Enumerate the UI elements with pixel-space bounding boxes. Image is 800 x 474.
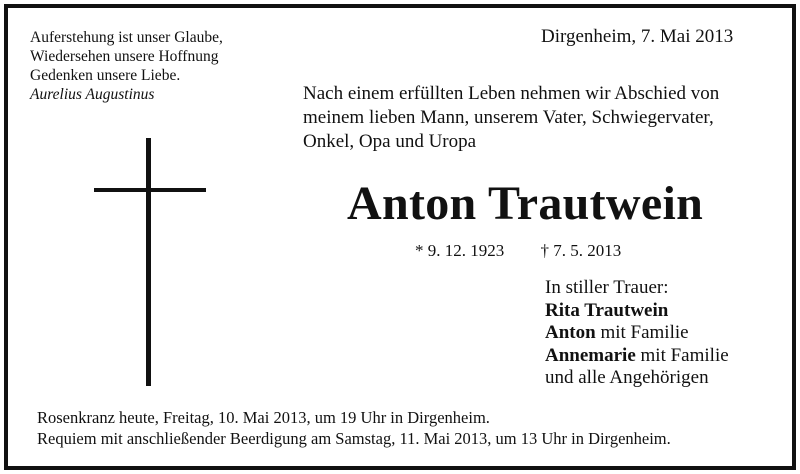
mourner-annemarie-suffix: mit Familie bbox=[635, 344, 729, 366]
deceased-name: Anton Trautwein bbox=[347, 177, 704, 230]
footer-rosary: Rosenkranz heute, Freitag, 10. Mai 2013, um 19 Uhr in Dirgenheim. bbox=[37, 408, 490, 427]
mourner-annemarie: Annemarie bbox=[545, 344, 636, 366]
cross-icon bbox=[146, 138, 151, 386]
quote-line: Wiedersehen unsere Hoffnung bbox=[30, 48, 219, 65]
footer-requiem: Requiem mit anschließender Beerdigung am Samstag, 11. Mai 2013, um 13 Uhr in Dirgenheim. bbox=[37, 429, 671, 448]
mourner-rita: Rita Trautwein bbox=[545, 299, 669, 321]
quote-block bbox=[30, 28, 223, 104]
mourner-anton-line bbox=[545, 322, 729, 345]
intro-line: Nach einem erfüllten Leben nehmen wir Abschied von bbox=[303, 83, 720, 104]
quote-author: Aurelius Augustinus bbox=[30, 86, 155, 103]
mourner-annemarie-line bbox=[545, 345, 729, 368]
mourner-anton: Anton bbox=[545, 322, 596, 343]
mourners-block bbox=[545, 277, 729, 390]
quote-line: Auferstehung ist unser Glaube, bbox=[30, 29, 223, 46]
intro-text bbox=[303, 82, 719, 154]
quote-line: Gedenken unsere Liebe. bbox=[30, 67, 181, 84]
life-dates bbox=[415, 241, 621, 261]
death-date: † 7. 5. 2013 bbox=[540, 241, 622, 260]
birth-date: * 9. 12. 1923 bbox=[415, 241, 505, 260]
place-date: Dirgenheim, 7. Mai 2013 bbox=[541, 26, 734, 47]
mourners-heading: In stiller Trauer: bbox=[545, 277, 669, 298]
cross-icon-bar bbox=[94, 188, 206, 192]
intro-line: Onkel, Opa und Uropa bbox=[303, 131, 477, 152]
mourner-anton-suffix: mit Familie bbox=[595, 322, 689, 343]
footer-notice bbox=[37, 407, 671, 449]
intro-line: meinem lieben Mann, unserem Vater, Schwiegervater, bbox=[303, 107, 714, 128]
mourners-closing: und alle Angehörigen bbox=[545, 367, 709, 388]
